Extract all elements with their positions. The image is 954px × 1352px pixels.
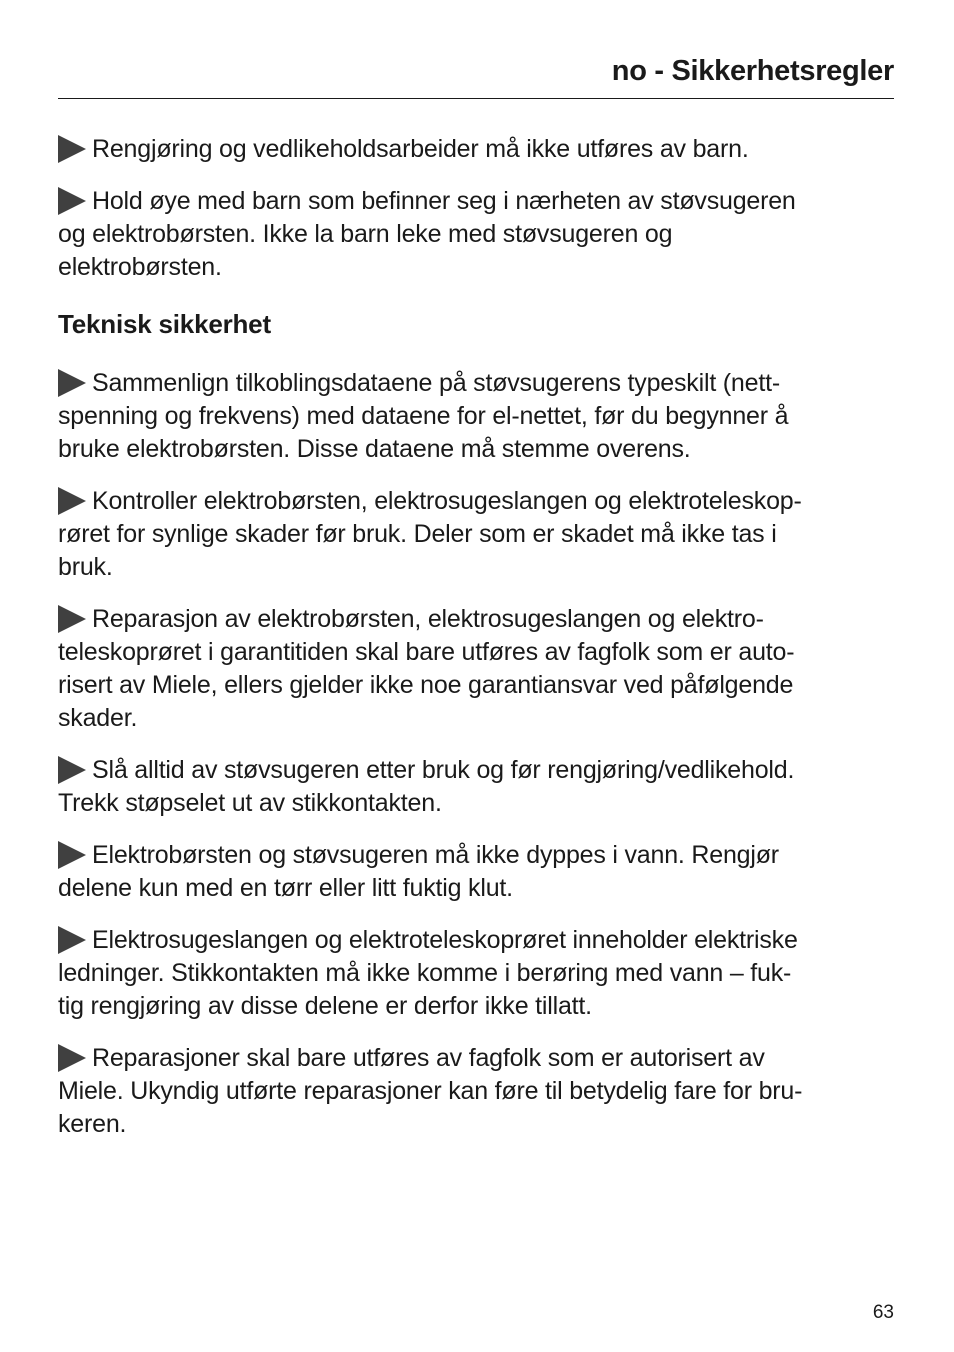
instruction-text: teleskoprøret i garantitiden skal bare utføres av fagfolk som er auto- bbox=[58, 638, 795, 666]
safety-instruction bbox=[58, 924, 894, 1023]
instruction-line bbox=[58, 669, 894, 702]
safety-instruction bbox=[58, 133, 894, 166]
safety-instruction bbox=[58, 603, 894, 735]
instruction-text: ledninger. Stikkontakten må ikke komme i berøring med vann – fuk- bbox=[58, 959, 792, 987]
instruction-text: Reparasjon av elektrobørsten, elektrosugeslangen og elektro- bbox=[92, 605, 764, 633]
triangle-arrow-right-icon bbox=[58, 187, 86, 215]
instruction-text: keren. bbox=[58, 1110, 127, 1138]
instruction-line bbox=[58, 603, 894, 636]
instruction-line bbox=[58, 518, 894, 551]
instruction-text: delene kun med en tørr eller litt fuktig klut. bbox=[58, 874, 513, 902]
safety-instruction bbox=[58, 485, 894, 584]
instruction-line bbox=[58, 754, 894, 787]
safety-instruction bbox=[58, 754, 894, 820]
instruction-line bbox=[58, 839, 894, 872]
intro-warning-list bbox=[58, 133, 894, 284]
instruction-text: og elektrobørsten. Ikke la barn leke med støvsugeren og bbox=[58, 220, 673, 248]
document-body bbox=[58, 133, 894, 1160]
safety-instruction bbox=[58, 839, 894, 905]
instruction-line bbox=[58, 1042, 894, 1075]
instruction-text: Slå alltid av støvsugeren etter bruk og før rengjøring/vedlikehold. bbox=[92, 756, 795, 784]
instruction-line bbox=[58, 957, 894, 990]
instruction-line bbox=[58, 485, 894, 518]
instruction-line bbox=[58, 787, 894, 820]
safety-instruction bbox=[58, 185, 894, 284]
instruction-line bbox=[58, 251, 894, 284]
page-header-title: no - Sikkerhetsregler bbox=[611, 55, 894, 87]
instruction-text: elektrobørsten. bbox=[58, 253, 222, 281]
instruction-text: tig rengjøring av disse delene er derfor ikke tillatt. bbox=[58, 992, 592, 1020]
triangle-arrow-right-icon bbox=[58, 135, 86, 163]
triangle-arrow-right-icon bbox=[58, 487, 86, 515]
instruction-line bbox=[58, 400, 894, 433]
instruction-text: skader. bbox=[58, 704, 138, 732]
instruction-line bbox=[58, 218, 894, 251]
instruction-line bbox=[58, 185, 894, 218]
instruction-text: bruke elektrobørsten. Disse dataene må stemme overens. bbox=[58, 435, 691, 463]
triangle-arrow-right-icon bbox=[58, 841, 86, 869]
safety-instruction bbox=[58, 367, 894, 466]
instruction-text: røret for synlige skader før bruk. Deler som er skadet må ikke tas i bbox=[58, 520, 777, 548]
instruction-line bbox=[58, 133, 894, 166]
instruction-line bbox=[58, 990, 894, 1023]
instruction-text: Hold øye med barn som befinner seg i nærheten av støvsugeren bbox=[92, 187, 796, 215]
instruction-text: Rengjøring og vedlikeholdsarbeider må ikke utføres av barn. bbox=[92, 135, 749, 163]
safety-instruction bbox=[58, 1042, 894, 1141]
triangle-arrow-right-icon bbox=[58, 926, 86, 954]
instruction-line bbox=[58, 702, 894, 735]
instruction-line bbox=[58, 872, 894, 905]
page-number: 63 bbox=[872, 1302, 894, 1323]
instruction-text: Trekk støpselet ut av stikkontakten. bbox=[58, 789, 442, 817]
instruction-line bbox=[58, 1108, 894, 1141]
instruction-line bbox=[58, 433, 894, 466]
instruction-line bbox=[58, 551, 894, 584]
instruction-text: Miele. Ukyndig utførte reparasjoner kan føre til betydelig fare for bru- bbox=[58, 1077, 803, 1105]
instruction-text: risert av Miele, ellers gjelder ikke noe garantiansvar ved påfølgende bbox=[58, 671, 794, 699]
instruction-text: Elektrobørsten og støvsugeren må ikke dyppes i vann. Rengjør bbox=[92, 841, 779, 869]
instruction-text: Sammenlign tilkoblingsdataene på støvsugerens typeskilt (nett- bbox=[92, 369, 780, 397]
instruction-text: spenning og frekvens) med dataene for el-nettet, før du begynner å bbox=[58, 402, 789, 430]
section-heading: Teknisk sikkerhet bbox=[58, 309, 271, 339]
triangle-arrow-right-icon bbox=[58, 369, 86, 397]
instruction-line bbox=[58, 1075, 894, 1108]
instruction-text: Elektrosugeslangen og elektroteleskoprøret inneholder elektriske bbox=[92, 926, 798, 954]
instruction-line bbox=[58, 924, 894, 957]
instruction-line bbox=[58, 367, 894, 400]
technical-safety-list bbox=[58, 367, 894, 1141]
triangle-arrow-right-icon bbox=[58, 1044, 86, 1072]
triangle-arrow-right-icon bbox=[58, 756, 86, 784]
header-divider bbox=[58, 98, 894, 99]
triangle-arrow-right-icon bbox=[58, 605, 86, 633]
instruction-text: Reparasjoner skal bare utføres av fagfolk som er autorisert av bbox=[92, 1044, 765, 1072]
instruction-text: Kontroller elektrobørsten, elektrosugeslangen og elektroteleskop- bbox=[92, 487, 802, 515]
instruction-line bbox=[58, 636, 894, 669]
instruction-text: bruk. bbox=[58, 553, 113, 581]
